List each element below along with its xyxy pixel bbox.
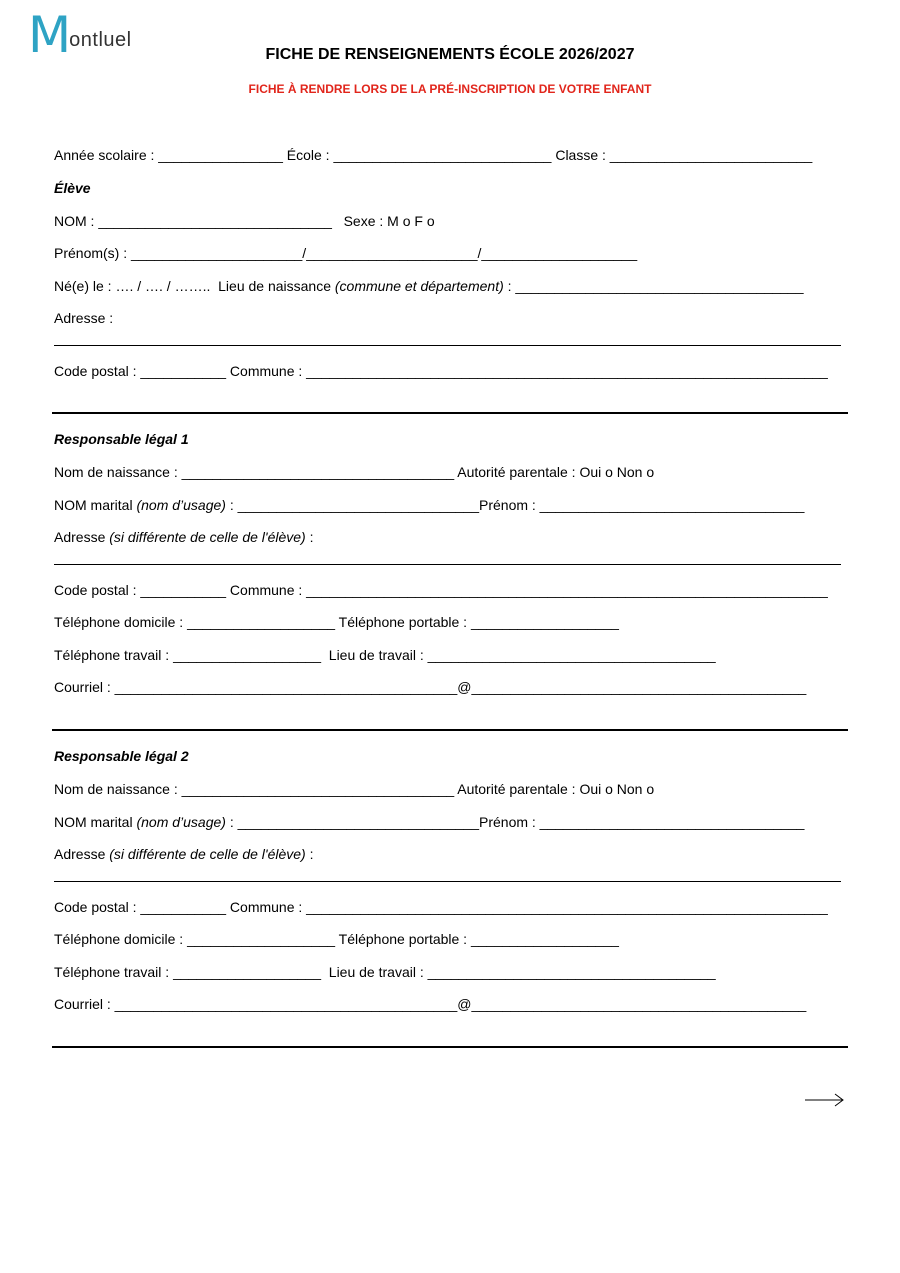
nom-marital-label: NOM marital xyxy=(54,814,137,830)
responsable2-heading: Responsable légal 2 xyxy=(54,748,189,764)
nom-marital-blank[interactable]: : _______________________________Prénom : __________________________________ xyxy=(225,814,805,830)
section-divider xyxy=(52,412,848,414)
page-subtitle: FICHE À RENDRE LORS DE LA PRÉ-INSCRIPTION DE VOTRE ENFANT xyxy=(248,82,652,96)
eleve-prenoms-line[interactable]: Prénom(s) : ______________________/______________________/____________________ xyxy=(54,245,638,261)
nom-marital-hint: (nom d’usage) xyxy=(136,497,226,513)
responsable1-adresse-rule[interactable] xyxy=(54,564,841,565)
responsable1-nom-naissance-line[interactable]: Nom de naissance : ___________________________________ Autorité parentale : Oui ο Non ο xyxy=(54,464,655,480)
adresse-label: Adresse xyxy=(54,529,110,545)
responsable2-courriel-line[interactable]: Courriel : ____________________________________________@___________________________________________ xyxy=(54,996,807,1012)
eleve-adresse-label: Adresse : xyxy=(54,310,114,326)
eleve-code-postal-line[interactable]: Code postal : ___________ Commune : ___________________________________________________________________ xyxy=(54,363,828,379)
school-year-line[interactable]: Année scolaire : ________________ École : ____________________________ Classe : __________________________ xyxy=(54,147,813,163)
arrow-right-icon xyxy=(804,1090,846,1110)
nom-marital-blank[interactable]: : _______________________________Prénom : __________________________________ xyxy=(225,497,805,513)
nom-marital-hint: (nom d’usage) xyxy=(136,814,226,830)
responsable1-nom-marital-line[interactable] xyxy=(54,496,804,514)
responsable2-code-postal-line[interactable]: Code postal : ___________ Commune : ___________________________________________________________________ xyxy=(54,899,828,915)
responsable2-adresse-line xyxy=(54,845,313,863)
responsable1-adresse-line xyxy=(54,528,313,546)
logo-text: ontluel xyxy=(69,29,132,51)
adresse-colon: : xyxy=(305,846,314,862)
eleve-nom-line[interactable]: NOM : ______________________________ Sexe : M ο F ο xyxy=(54,213,435,229)
eleve-heading: Élève xyxy=(54,180,91,196)
nom-marital-label: NOM marital xyxy=(54,497,137,513)
responsable2-telephones-line[interactable]: Téléphone domicile : ___________________ Téléphone portable : ___________________ xyxy=(54,931,619,947)
responsable2-adresse-rule[interactable] xyxy=(54,881,841,882)
responsable1-telephones-line[interactable]: Téléphone domicile : ___________________ Téléphone portable : ___________________ xyxy=(54,614,619,630)
naissance-blank[interactable]: : _____________________________________ xyxy=(503,278,804,294)
adresse-hint: (si différente de celle de l'élève) xyxy=(109,846,306,862)
section-divider xyxy=(52,1046,848,1048)
responsable2-nom-naissance-line[interactable]: Nom de naissance : ___________________________________ Autorité parentale : Oui ο Non ο xyxy=(54,781,655,797)
eleve-naissance-line[interactable] xyxy=(54,277,804,295)
section-divider xyxy=(52,729,848,731)
eleve-adresse-rule[interactable] xyxy=(54,345,841,346)
adresse-colon: : xyxy=(305,529,314,545)
responsable1-heading: Responsable légal 1 xyxy=(54,431,189,447)
adresse-label: Adresse xyxy=(54,846,110,862)
responsable2-nom-marital-line[interactable] xyxy=(54,813,804,831)
logo-initial: M xyxy=(28,6,72,64)
responsable1-code-postal-line[interactable]: Code postal : ___________ Commune : ___________________________________________________________________ xyxy=(54,582,828,598)
page-title: FICHE DE RENSEIGNEMENTS ÉCOLE 2026/2027 xyxy=(265,46,635,63)
naissance-hint: (commune et département) xyxy=(334,278,504,294)
naissance-label: Né(e) le : …. / …. / …….. Lieu de naissance xyxy=(54,278,335,294)
responsable1-travail-line[interactable]: Téléphone travail : ___________________ Lieu de travail : _____________________________________ xyxy=(54,647,716,663)
adresse-hint: (si différente de celle de l'élève) xyxy=(109,529,306,545)
responsable1-courriel-line[interactable]: Courriel : ____________________________________________@___________________________________________ xyxy=(54,679,807,695)
responsable2-travail-line[interactable]: Téléphone travail : ___________________ Lieu de travail : _____________________________________ xyxy=(54,964,716,980)
